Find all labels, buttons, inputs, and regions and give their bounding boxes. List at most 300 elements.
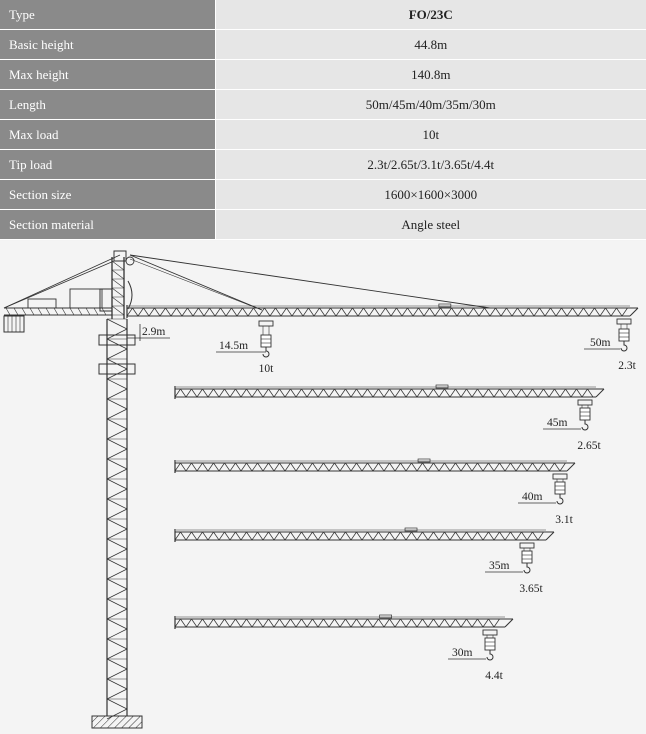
mast-diagonal xyxy=(107,669,127,679)
jib-web xyxy=(373,463,379,471)
counter-jib-web xyxy=(30,308,34,315)
jib-web xyxy=(505,532,511,540)
jib-fitting xyxy=(405,528,417,531)
cathead-web xyxy=(112,288,124,297)
jib-web xyxy=(472,532,478,540)
jib-web xyxy=(346,463,352,471)
jib-web xyxy=(254,308,260,316)
jib-web xyxy=(413,308,419,316)
jib-web xyxy=(265,308,271,316)
jib-web xyxy=(555,389,561,397)
jib-web xyxy=(435,308,441,316)
jib-web xyxy=(538,389,544,397)
cab-arc xyxy=(128,281,132,309)
jib-web xyxy=(171,308,177,316)
trolley xyxy=(483,630,497,635)
jib-web xyxy=(423,619,429,627)
counter-jib-tie xyxy=(4,255,120,308)
mast-diagonal xyxy=(107,689,127,699)
jib-web xyxy=(562,308,568,316)
jib-web xyxy=(456,619,462,627)
jib-web xyxy=(533,389,539,397)
jib-web xyxy=(175,389,181,397)
jib-web xyxy=(401,619,407,627)
hook-icon xyxy=(524,563,530,573)
counter-jib-web xyxy=(86,308,90,315)
jib-web xyxy=(412,619,418,627)
jib-web xyxy=(395,389,401,397)
jib-web xyxy=(298,308,304,316)
jib-web xyxy=(309,308,315,316)
jib-web xyxy=(276,308,282,316)
jib-tip xyxy=(546,532,554,540)
spec-value: 10t xyxy=(215,120,646,150)
jib-web xyxy=(214,619,220,627)
counter-jib-web xyxy=(6,308,10,315)
jib-web xyxy=(258,389,264,397)
jib-web xyxy=(175,463,181,471)
spec-value: 2.3t/2.65t/3.1t/3.65t/4.4t xyxy=(215,150,646,180)
jib-web xyxy=(248,308,254,316)
jib-tie-rod xyxy=(130,255,490,308)
jib-web xyxy=(318,389,324,397)
jib-web xyxy=(501,308,507,316)
foundation xyxy=(92,716,142,728)
jib-web xyxy=(445,619,451,627)
jib-web xyxy=(340,389,346,397)
jib-web xyxy=(467,619,473,627)
spec-value: FO/23C xyxy=(215,0,646,30)
jib-tie-rod xyxy=(130,259,262,310)
jib-web xyxy=(386,308,392,316)
jib-web xyxy=(269,619,275,627)
jib-web xyxy=(199,308,205,316)
jib-web xyxy=(573,308,579,316)
jib-web xyxy=(485,308,491,316)
jib-web xyxy=(518,308,524,316)
jib-web xyxy=(186,619,192,627)
mast-diagonal xyxy=(107,679,127,689)
jib-web xyxy=(351,463,357,471)
jib-web xyxy=(155,308,161,316)
mast-diagonal xyxy=(107,509,127,519)
jib-web xyxy=(401,389,407,397)
jib-web xyxy=(274,532,280,540)
jib-web xyxy=(379,532,385,540)
jib-web xyxy=(291,532,297,540)
hook-35m xyxy=(520,543,534,573)
jib-web xyxy=(600,308,606,316)
jib-web xyxy=(296,619,302,627)
jib-web xyxy=(324,389,330,397)
jib-web xyxy=(302,389,308,397)
jib-web xyxy=(384,463,390,471)
jib-web xyxy=(406,532,412,540)
mast-diagonal xyxy=(107,329,127,339)
tip-load-label: 2.65t xyxy=(577,440,601,452)
jib-web xyxy=(247,619,253,627)
counter-jib xyxy=(4,255,120,332)
jib-web xyxy=(335,463,341,471)
jib-web xyxy=(430,308,436,316)
jib-web xyxy=(478,389,484,397)
jib-web xyxy=(417,389,423,397)
jib-web xyxy=(219,463,225,471)
jib-web xyxy=(401,463,407,471)
jib-web xyxy=(225,389,231,397)
jib-web xyxy=(369,308,375,316)
jib-web xyxy=(545,308,551,316)
jib-web xyxy=(252,463,258,471)
jib-web xyxy=(472,389,478,397)
jib-web xyxy=(192,389,198,397)
jib-web xyxy=(461,619,467,627)
jib-web xyxy=(324,532,330,540)
jib-web xyxy=(505,389,511,397)
mast-diagonal xyxy=(107,629,127,639)
jib-web xyxy=(302,532,308,540)
jib-web xyxy=(225,619,231,627)
jib-web xyxy=(595,308,601,316)
jib-web xyxy=(335,532,341,540)
jib-web xyxy=(291,389,297,397)
jib-web xyxy=(544,463,550,471)
spec-value: 140.8m xyxy=(215,60,646,90)
mast-diagonal xyxy=(107,609,127,619)
jib-web xyxy=(225,463,231,471)
spec-row-length xyxy=(0,90,646,120)
jib-web xyxy=(406,463,412,471)
jib-web xyxy=(285,463,291,471)
jib-web xyxy=(197,532,203,540)
jib-web xyxy=(252,389,258,397)
jib-web xyxy=(379,389,385,397)
jib-web xyxy=(375,308,381,316)
jib-web xyxy=(584,308,590,316)
jib-web xyxy=(494,532,500,540)
jib-web xyxy=(313,463,319,471)
mast-diagonal xyxy=(107,539,127,549)
jib-web xyxy=(577,389,583,397)
hook-block xyxy=(619,329,629,341)
jib-web xyxy=(417,463,423,471)
counter-jib-web xyxy=(22,308,26,315)
jib-web xyxy=(269,532,275,540)
jib-web xyxy=(406,389,412,397)
jib-web xyxy=(329,532,335,540)
jib-web xyxy=(434,389,440,397)
jib-45m xyxy=(175,385,604,399)
hook-block xyxy=(485,638,495,650)
jib-ties xyxy=(130,255,490,310)
hoist-winch xyxy=(28,299,56,308)
jib-web xyxy=(500,389,506,397)
jib-web xyxy=(236,532,242,540)
jib-web xyxy=(479,308,485,316)
jib-web xyxy=(214,463,220,471)
jib-web xyxy=(318,532,324,540)
jib-web xyxy=(204,308,210,316)
jib-web xyxy=(417,532,423,540)
jib-web xyxy=(280,619,286,627)
jib-web xyxy=(511,532,517,540)
mast-diagonal xyxy=(107,459,127,469)
jib-web xyxy=(237,308,243,316)
jib-web xyxy=(390,389,396,397)
jib-web xyxy=(230,389,236,397)
jib-length-label: 50m xyxy=(590,337,611,349)
hook-45m xyxy=(578,400,592,430)
jib-web xyxy=(258,532,264,540)
jib-web xyxy=(221,308,227,316)
jib-web xyxy=(241,463,247,471)
jib-web xyxy=(527,463,533,471)
jib-web xyxy=(533,463,539,471)
jib-web xyxy=(478,619,484,627)
jib-web xyxy=(472,619,478,627)
counter-jib-tie xyxy=(4,261,114,308)
jib-web xyxy=(419,308,425,316)
jib-web xyxy=(439,463,445,471)
jib-web xyxy=(324,619,330,627)
jib-web xyxy=(384,389,390,397)
max-load-label: 10t xyxy=(258,363,274,375)
spec-label: Section size xyxy=(0,180,215,210)
jib-web xyxy=(467,389,473,397)
jib-web xyxy=(351,532,357,540)
jib-web xyxy=(622,308,628,316)
jib-web xyxy=(203,532,209,540)
jib-web xyxy=(500,463,506,471)
jib-web xyxy=(527,532,533,540)
mast-diagonal xyxy=(107,579,127,589)
mast-diagonal xyxy=(107,619,127,629)
jib-web xyxy=(483,619,489,627)
counterweight xyxy=(4,316,24,332)
jib-web xyxy=(351,389,357,397)
hook-40m xyxy=(553,474,567,504)
jib-fitting xyxy=(436,385,448,388)
jib-web xyxy=(357,463,363,471)
jib-web xyxy=(186,389,192,397)
trolley xyxy=(553,474,567,479)
jib-web xyxy=(313,532,319,540)
crane-diagram xyxy=(0,241,646,734)
jib-web xyxy=(397,308,403,316)
jib-web xyxy=(496,308,502,316)
jib-web xyxy=(529,308,535,316)
counter-jib-web xyxy=(54,308,58,315)
jib-web xyxy=(347,308,353,316)
spec-row-max-load xyxy=(0,120,646,150)
jib-web xyxy=(353,308,359,316)
jib-web xyxy=(340,463,346,471)
mast-diagonal xyxy=(107,429,127,439)
jib-web xyxy=(193,308,199,316)
jib-web xyxy=(384,619,390,627)
jib-web xyxy=(320,308,326,316)
mast-diagonal xyxy=(107,499,127,509)
trolley xyxy=(617,319,631,324)
trolley xyxy=(578,400,592,405)
jib-web xyxy=(285,532,291,540)
hook-icon xyxy=(582,420,588,430)
jib-web xyxy=(166,308,172,316)
jib-web xyxy=(313,619,319,627)
jib-web xyxy=(428,619,434,627)
jib-web xyxy=(219,619,225,627)
jib-web xyxy=(314,308,320,316)
jib-tip xyxy=(567,463,575,471)
jib-tip xyxy=(630,308,638,316)
jib-web xyxy=(511,463,517,471)
jib-web xyxy=(523,308,529,316)
jib-web xyxy=(452,308,458,316)
jib-web xyxy=(329,389,335,397)
jib-web xyxy=(423,463,429,471)
spec-row-tip-load xyxy=(0,150,646,180)
jib-web xyxy=(555,463,561,471)
jib-web xyxy=(516,389,522,397)
spec-row-type xyxy=(0,0,646,30)
jib-web xyxy=(474,308,480,316)
counter-jib-web xyxy=(70,308,74,315)
jib-web xyxy=(175,619,181,627)
spec-label: Basic height xyxy=(0,30,215,60)
jib-web xyxy=(522,532,528,540)
jib-web xyxy=(390,619,396,627)
mast-diagonal xyxy=(107,649,127,659)
jib-web xyxy=(307,463,313,471)
mast-diagonal xyxy=(107,659,127,669)
jib-web xyxy=(358,308,364,316)
jib-web xyxy=(489,619,495,627)
jib-web xyxy=(313,389,319,397)
mast-diagonal xyxy=(107,569,127,579)
jib-web xyxy=(263,619,269,627)
mast-diagonal xyxy=(107,589,127,599)
jib-web xyxy=(434,532,440,540)
jib-web xyxy=(507,308,513,316)
jib-web xyxy=(296,532,302,540)
jib-web xyxy=(490,308,496,316)
mast-diagonal xyxy=(107,519,127,529)
jib-web xyxy=(362,389,368,397)
jib-web xyxy=(489,463,495,471)
tower-mast xyxy=(92,319,142,728)
jib-web xyxy=(567,308,573,316)
jib-web xyxy=(412,463,418,471)
jib-web xyxy=(402,308,408,316)
jib-web xyxy=(423,389,429,397)
jib-web xyxy=(483,463,489,471)
jib-web xyxy=(463,308,469,316)
jib-web xyxy=(368,389,374,397)
jib-web xyxy=(208,532,214,540)
jib-web xyxy=(417,619,423,627)
counter-jib-web xyxy=(94,308,98,315)
jib-web xyxy=(511,389,517,397)
jib-web xyxy=(177,308,183,316)
jib-web xyxy=(494,619,500,627)
jib-fitting xyxy=(439,304,451,307)
jib-web xyxy=(500,532,506,540)
jib-web xyxy=(364,308,370,316)
jib-web xyxy=(461,463,467,471)
spec-label: Length xyxy=(0,90,215,120)
jib-web xyxy=(516,463,522,471)
jib-web xyxy=(208,619,214,627)
jib-web xyxy=(428,532,434,540)
hook-icon xyxy=(557,494,563,504)
jib-web xyxy=(225,532,231,540)
trolley xyxy=(520,543,534,548)
jib-web xyxy=(318,463,324,471)
jib-web xyxy=(226,308,232,316)
jib-web xyxy=(346,532,352,540)
jib-web xyxy=(336,308,342,316)
jib-web xyxy=(258,463,264,471)
jib-web xyxy=(516,532,522,540)
spec-label: Max height xyxy=(0,60,215,90)
mast-diagonal xyxy=(107,489,127,499)
jib-web xyxy=(252,619,258,627)
jib-web xyxy=(566,389,572,397)
jib-web xyxy=(362,532,368,540)
mast-diagonal xyxy=(107,419,127,429)
control-house xyxy=(70,289,102,308)
counter-jib-web xyxy=(78,308,82,315)
jib-web xyxy=(280,463,286,471)
jib-web xyxy=(373,619,379,627)
hook-block xyxy=(580,408,590,420)
jib-tip xyxy=(596,389,604,397)
climbing-frame xyxy=(99,335,135,345)
tip-load-label: 4.4t xyxy=(485,670,503,682)
mast-diagonal xyxy=(107,319,127,329)
jib-web xyxy=(494,389,500,397)
jib-length-label: 35m xyxy=(489,560,510,572)
hook-icon xyxy=(621,341,627,351)
hook-50m xyxy=(617,319,631,351)
jib-web xyxy=(368,463,374,471)
jib-web xyxy=(230,463,236,471)
jib-web xyxy=(138,308,144,316)
jib-web xyxy=(214,389,220,397)
jib-web xyxy=(287,308,293,316)
jib-web xyxy=(445,463,451,471)
spec-row-basic-height xyxy=(0,30,646,60)
slewing-cathead xyxy=(100,251,134,319)
jib-web xyxy=(439,532,445,540)
jib-web xyxy=(181,463,187,471)
jib-web xyxy=(551,308,557,316)
jib-web xyxy=(368,532,374,540)
jib-web xyxy=(467,463,473,471)
jib-web xyxy=(219,532,225,540)
jib-web xyxy=(434,463,440,471)
jib-web xyxy=(182,308,188,316)
jib-web xyxy=(617,308,623,316)
cathead-web xyxy=(112,306,124,315)
jib-web xyxy=(307,532,313,540)
jib-web xyxy=(534,308,540,316)
jib-web xyxy=(335,389,341,397)
jib-web xyxy=(538,463,544,471)
jib-web xyxy=(241,532,247,540)
jib-web xyxy=(556,308,562,316)
jib-web xyxy=(544,389,550,397)
